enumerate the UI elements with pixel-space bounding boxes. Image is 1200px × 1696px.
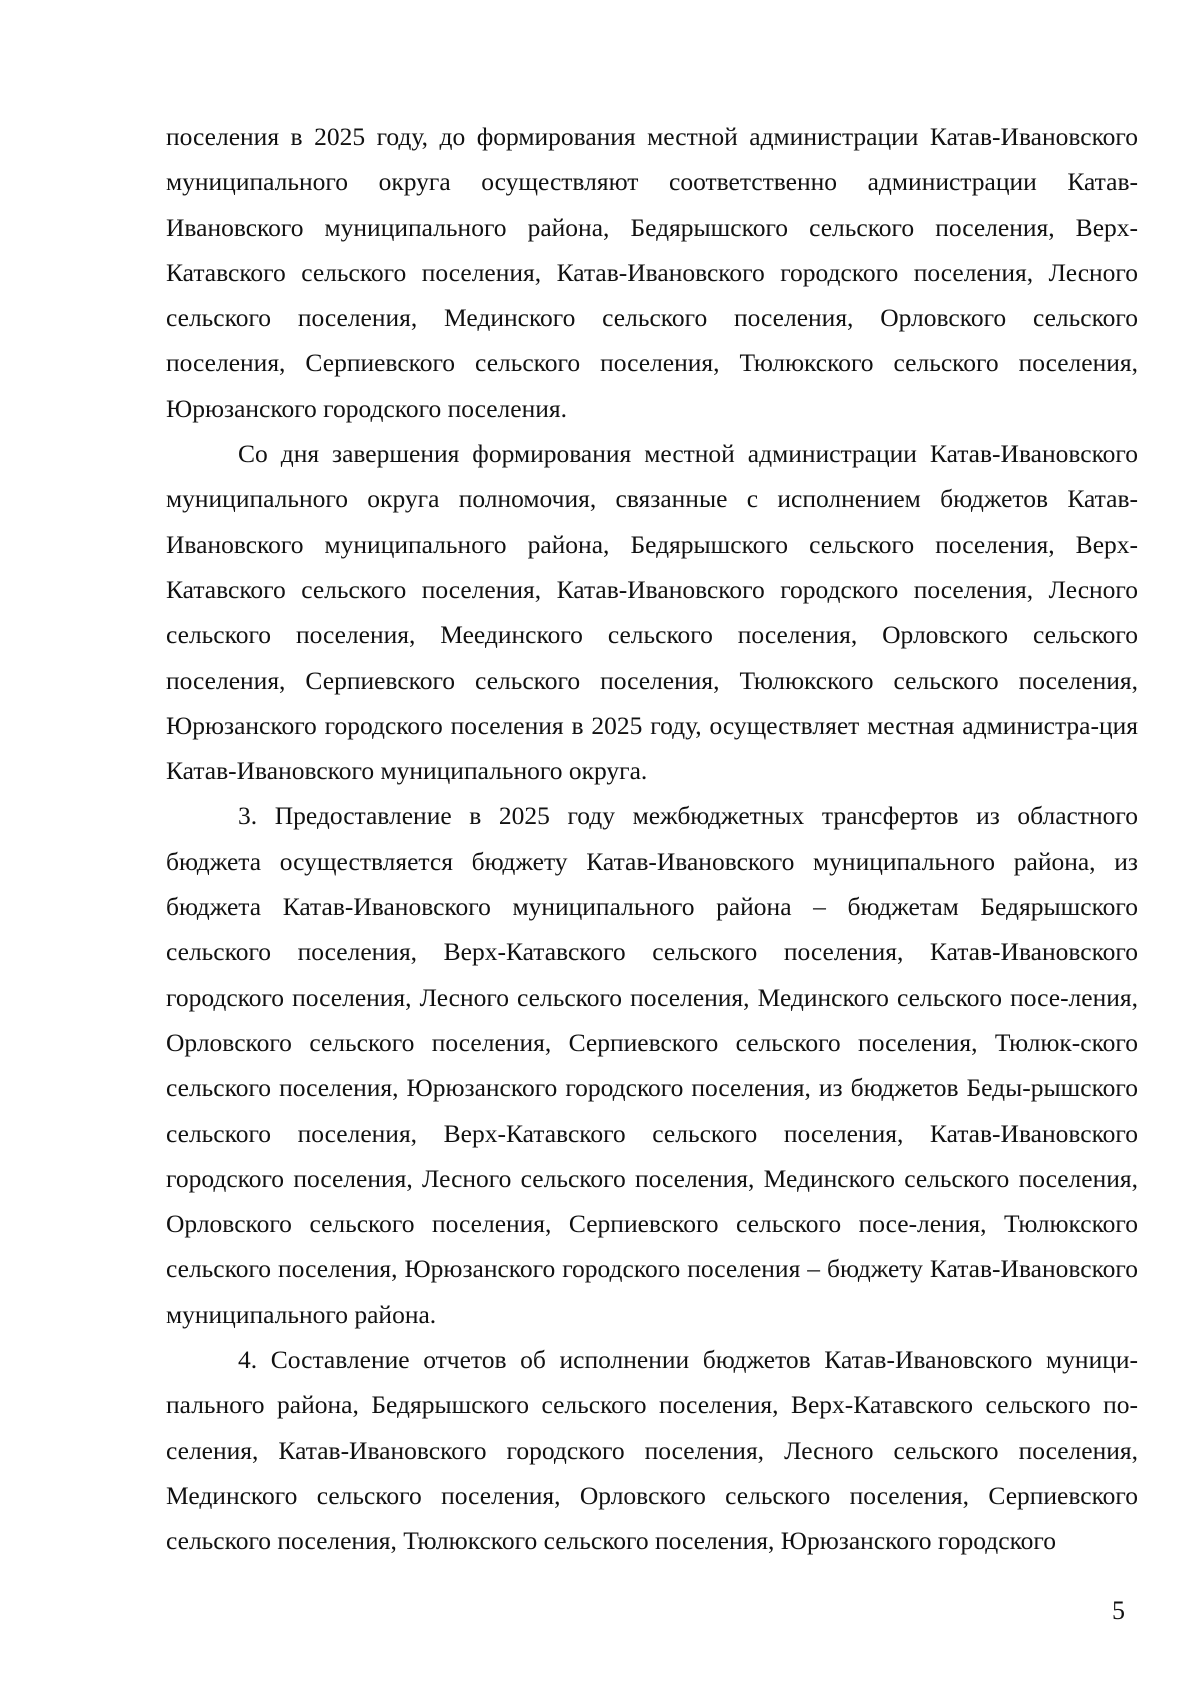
paragraph-1: поселения в 2025 году, до формирования местной администрации Катав-Ивановского муниципального округа осуществляют соответственно администрации Катав-Ивановского муниципального района, Бедярышского сельского поселения, Верх-Катавского сельского поселения, Катав-Ивановского городского поселения, Лесного сельского поселения, Мединского сельского поселения, Орловского сельского поселения, Серпиевского сельского поселения, Тюлюкского сельского поселения, Юрюзанского городского поселения. xyxy=(166,122,1138,423)
paragraph-4: 4. Составление отчетов об исполнении бюджетов Катав-Ивановского муници-пального района, Бедярышского сельского поселения, Верх-Катавского сельского по-селения, Катав-Ивановского городского поселения, Лесного сельского поселения, Мединского сельского поселения, Орловского сельского поселения, Серпиевского сельского поселения, Тюлюкского сельского поселения, Юрюзанского городского xyxy=(166,1345,1138,1556)
page-number: 5 xyxy=(1112,1596,1125,1625)
body-text xyxy=(166,114,1138,1564)
paragraph-3: 3. Предоставление в 2025 году межбюджетных трансфертов из областного бюджета осуществляется бюджету Катав-Ивановского муниципального района, из бюджета Катав-Ивановского муниципального района – бюджетам Бедярышского сельского поселения, Верх-Катавского сельского поселения, Катав-Ивановского городского поселения, Лесного сельского поселения, Мединского сельского посе-ления, Орловского сельского поселения, Серпиевского сельского поселения, Тюлюк-ского сельского поселения, Юрюзанского городского поселения, из бюджетов Беды-рышского сельского поселения, Верх-Катавского сельского поселения, Катав-Ивановского городского поселения, Лесного сельского поселения, Мединского сельского поселения, Орловского сельского поселения, Серпиевского сельского посе-ления, Тюлюкского сельского поселения, Юрюзанского городского поселения – бюджету Катав-Ивановского муниципального района. xyxy=(166,801,1138,1329)
paragraph-2: Со дня завершения формирования местной администрации Катав-Ивановского муниципального округа полномочия, связанные с исполнением бюджетов Катав-Ивановского муниципального района, Бедярышского сельского поселения, Верх-Катавского сельского поселения, Катав-Ивановского городского поселения, Лесного сельского поселения, Меединского сельского поселения, Орловского сельского поселения, Серпиевского сельского поселения, Тюлюкского сельского поселения, Юрюзанского городского поселения в 2025 году, осуществляет местная администра-ция Катав-Ивановского муниципального округа. xyxy=(166,439,1138,786)
